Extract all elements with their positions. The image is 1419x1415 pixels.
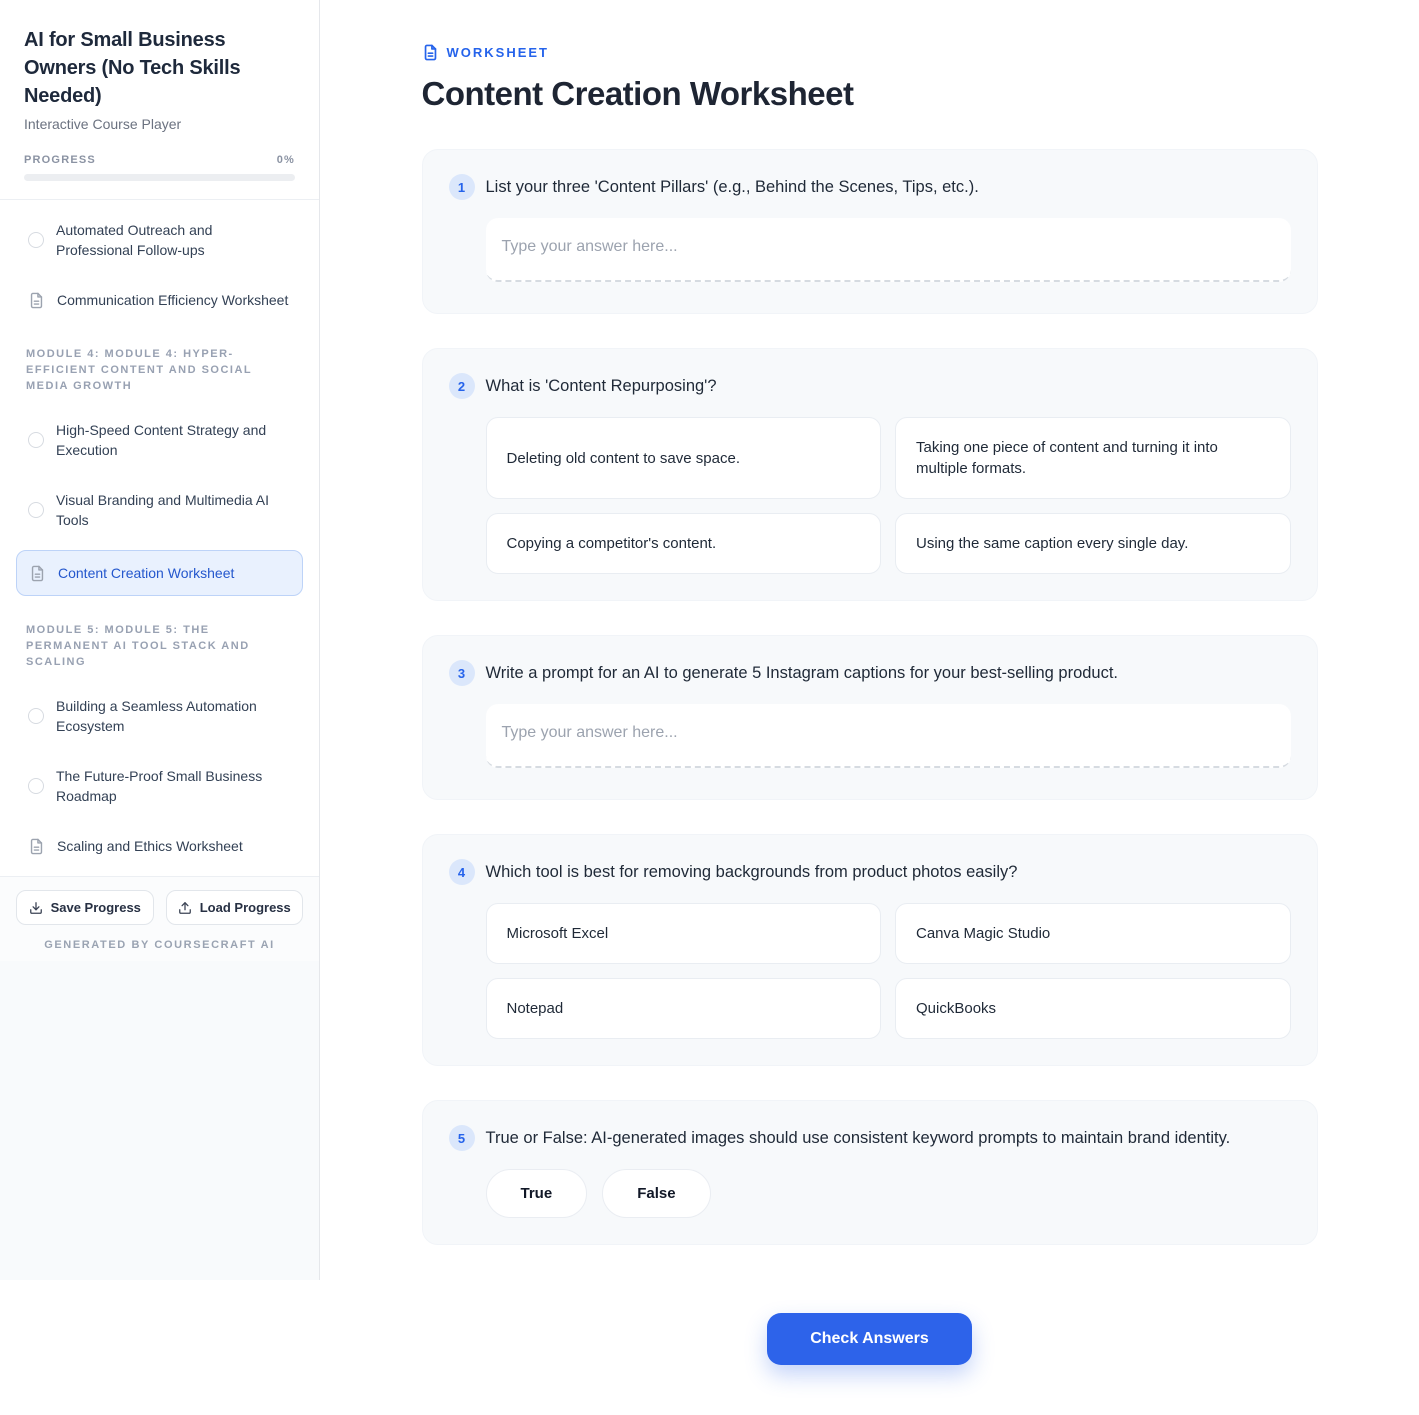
page-title: Content Creation Worksheet: [421, 75, 854, 112]
question-number-badge: 3: [449, 660, 475, 686]
answer-textarea-q1[interactable]: [486, 218, 1291, 282]
answer-option[interactable]: Microsoft Excel: [486, 903, 882, 964]
upload-icon: [178, 901, 192, 915]
course-sidebar: [0, 0, 319, 951]
sidebar-item-label: The Future-Proof Small Business Roadmap: [56, 768, 263, 804]
load-progress-label: Load Progress: [199, 900, 291, 915]
question-card-3: [422, 635, 1318, 800]
sidebar-item-label: Visual Branding and Multimedia AI Tools: [56, 492, 269, 528]
answer-option[interactable]: Notepad: [486, 978, 882, 1039]
lesson-circle-icon: [28, 708, 44, 724]
check-answers-button[interactable]: Check Answers: [767, 1313, 972, 1365]
sidebar-item-high-speed-content[interactable]: [16, 410, 303, 470]
sidebar-item-communication-worksheet[interactable]: [16, 280, 303, 320]
lesson-circle-icon: [28, 232, 44, 248]
progress-value: 0%: [276, 154, 295, 166]
sidebar-item-label: Building a Seamless Automation Ecosystem: [56, 698, 257, 734]
course-nav: [0, 200, 319, 876]
sidebar-header: [0, 0, 319, 200]
document-icon: [28, 838, 45, 855]
worksheet-main: [320, 0, 1419, 1347]
worksheet-eyebrow: [422, 44, 1318, 61]
question-text: Which tool is best for removing backgrounds from product photos easily?: [485, 863, 1018, 881]
module-section-header: MODULE 5: MODULE 5: THE PERMANENT AI TOOL STACK AND SCALING: [26, 624, 250, 668]
sidebar-item-visual-branding[interactable]: [16, 480, 303, 540]
sidebar-item-content-creation-worksheet[interactable]: [16, 550, 303, 596]
answer-option[interactable]: Deleting old content to save space.: [486, 417, 882, 499]
answer-option[interactable]: Copying a competitor's content.: [486, 513, 882, 574]
false-button[interactable]: False: [602, 1169, 710, 1218]
left-column: [0, 0, 320, 1280]
progress-label: PROGRESS: [24, 154, 96, 166]
answer-option[interactable]: Canva Magic Studio: [895, 903, 1291, 964]
question-text: List your three 'Content Pillars' (e.g., Behind the Scenes, Tips, etc.).: [485, 178, 979, 196]
generated-by-note: GENERATED BY COURSECRAFT AI: [44, 939, 275, 951]
sidebar-item-building-automation[interactable]: [16, 686, 303, 746]
module-section-header: MODULE 4: MODULE 4: HYPER-EFFICIENT CONTENT AND SOCIAL MEDIA GROWTH: [26, 348, 252, 392]
progress-bar: [24, 174, 295, 181]
course-title: AI for Small Business Owners (No Tech Skills Needed): [24, 29, 241, 107]
document-icon: [29, 565, 46, 582]
question-number-badge: 5: [449, 1125, 475, 1151]
sidebar-item-automated-outreach[interactable]: [16, 210, 303, 270]
sidebar-item-label: Scaling and Ethics Worksheet: [57, 838, 243, 854]
document-icon: [28, 292, 45, 309]
eyebrow-label: WORKSHEET: [446, 45, 549, 60]
sidebar-item-label: High-Speed Content Strategy and Execution: [56, 422, 267, 458]
lesson-circle-icon: [28, 778, 44, 794]
sidebar-item-label: Content Creation Worksheet: [58, 565, 235, 581]
lesson-circle-icon: [28, 432, 44, 448]
save-progress-button[interactable]: [16, 890, 154, 925]
sidebar-item-future-proof-roadmap[interactable]: [16, 756, 303, 816]
course-subtitle: Interactive Course Player: [24, 116, 182, 132]
question-card-1: [422, 149, 1318, 314]
load-progress-button[interactable]: [166, 890, 304, 925]
question-card-2: [422, 348, 1318, 601]
question-text: Write a prompt for an AI to generate 5 Instagram captions for your best-selling product.: [485, 664, 1119, 682]
true-button[interactable]: True: [486, 1169, 588, 1218]
worksheet-doc-icon: [422, 44, 439, 61]
sidebar-footer: [0, 876, 319, 961]
sidebar-item-scaling-ethics-worksheet[interactable]: [16, 826, 303, 866]
answer-option[interactable]: Using the same caption every single day.: [895, 513, 1291, 574]
save-progress-label: Save Progress: [50, 900, 141, 915]
question-number-badge: 2: [449, 373, 475, 399]
question-number-badge: 1: [449, 174, 475, 200]
download-icon: [29, 901, 43, 915]
answer-option[interactable]: QuickBooks: [895, 978, 1291, 1039]
question-card-5: [422, 1100, 1318, 1245]
progress-row: [24, 154, 295, 166]
answer-option[interactable]: Taking one piece of content and turning it into multiple formats.: [895, 417, 1291, 499]
answer-textarea-q3[interactable]: [486, 704, 1291, 768]
question-number-badge: 4: [449, 859, 475, 885]
lesson-circle-icon: [28, 502, 44, 518]
sidebar-item-label: Communication Efficiency Worksheet: [57, 292, 289, 308]
question-text: True or False: AI-generated images should use consistent keyword prompts to maintain brand identity.: [485, 1129, 1231, 1147]
question-card-4: [422, 834, 1318, 1066]
sidebar-item-label: Automated Outreach and Professional Follow-ups: [56, 222, 213, 258]
question-text: What is 'Content Repurposing'?: [485, 377, 717, 395]
